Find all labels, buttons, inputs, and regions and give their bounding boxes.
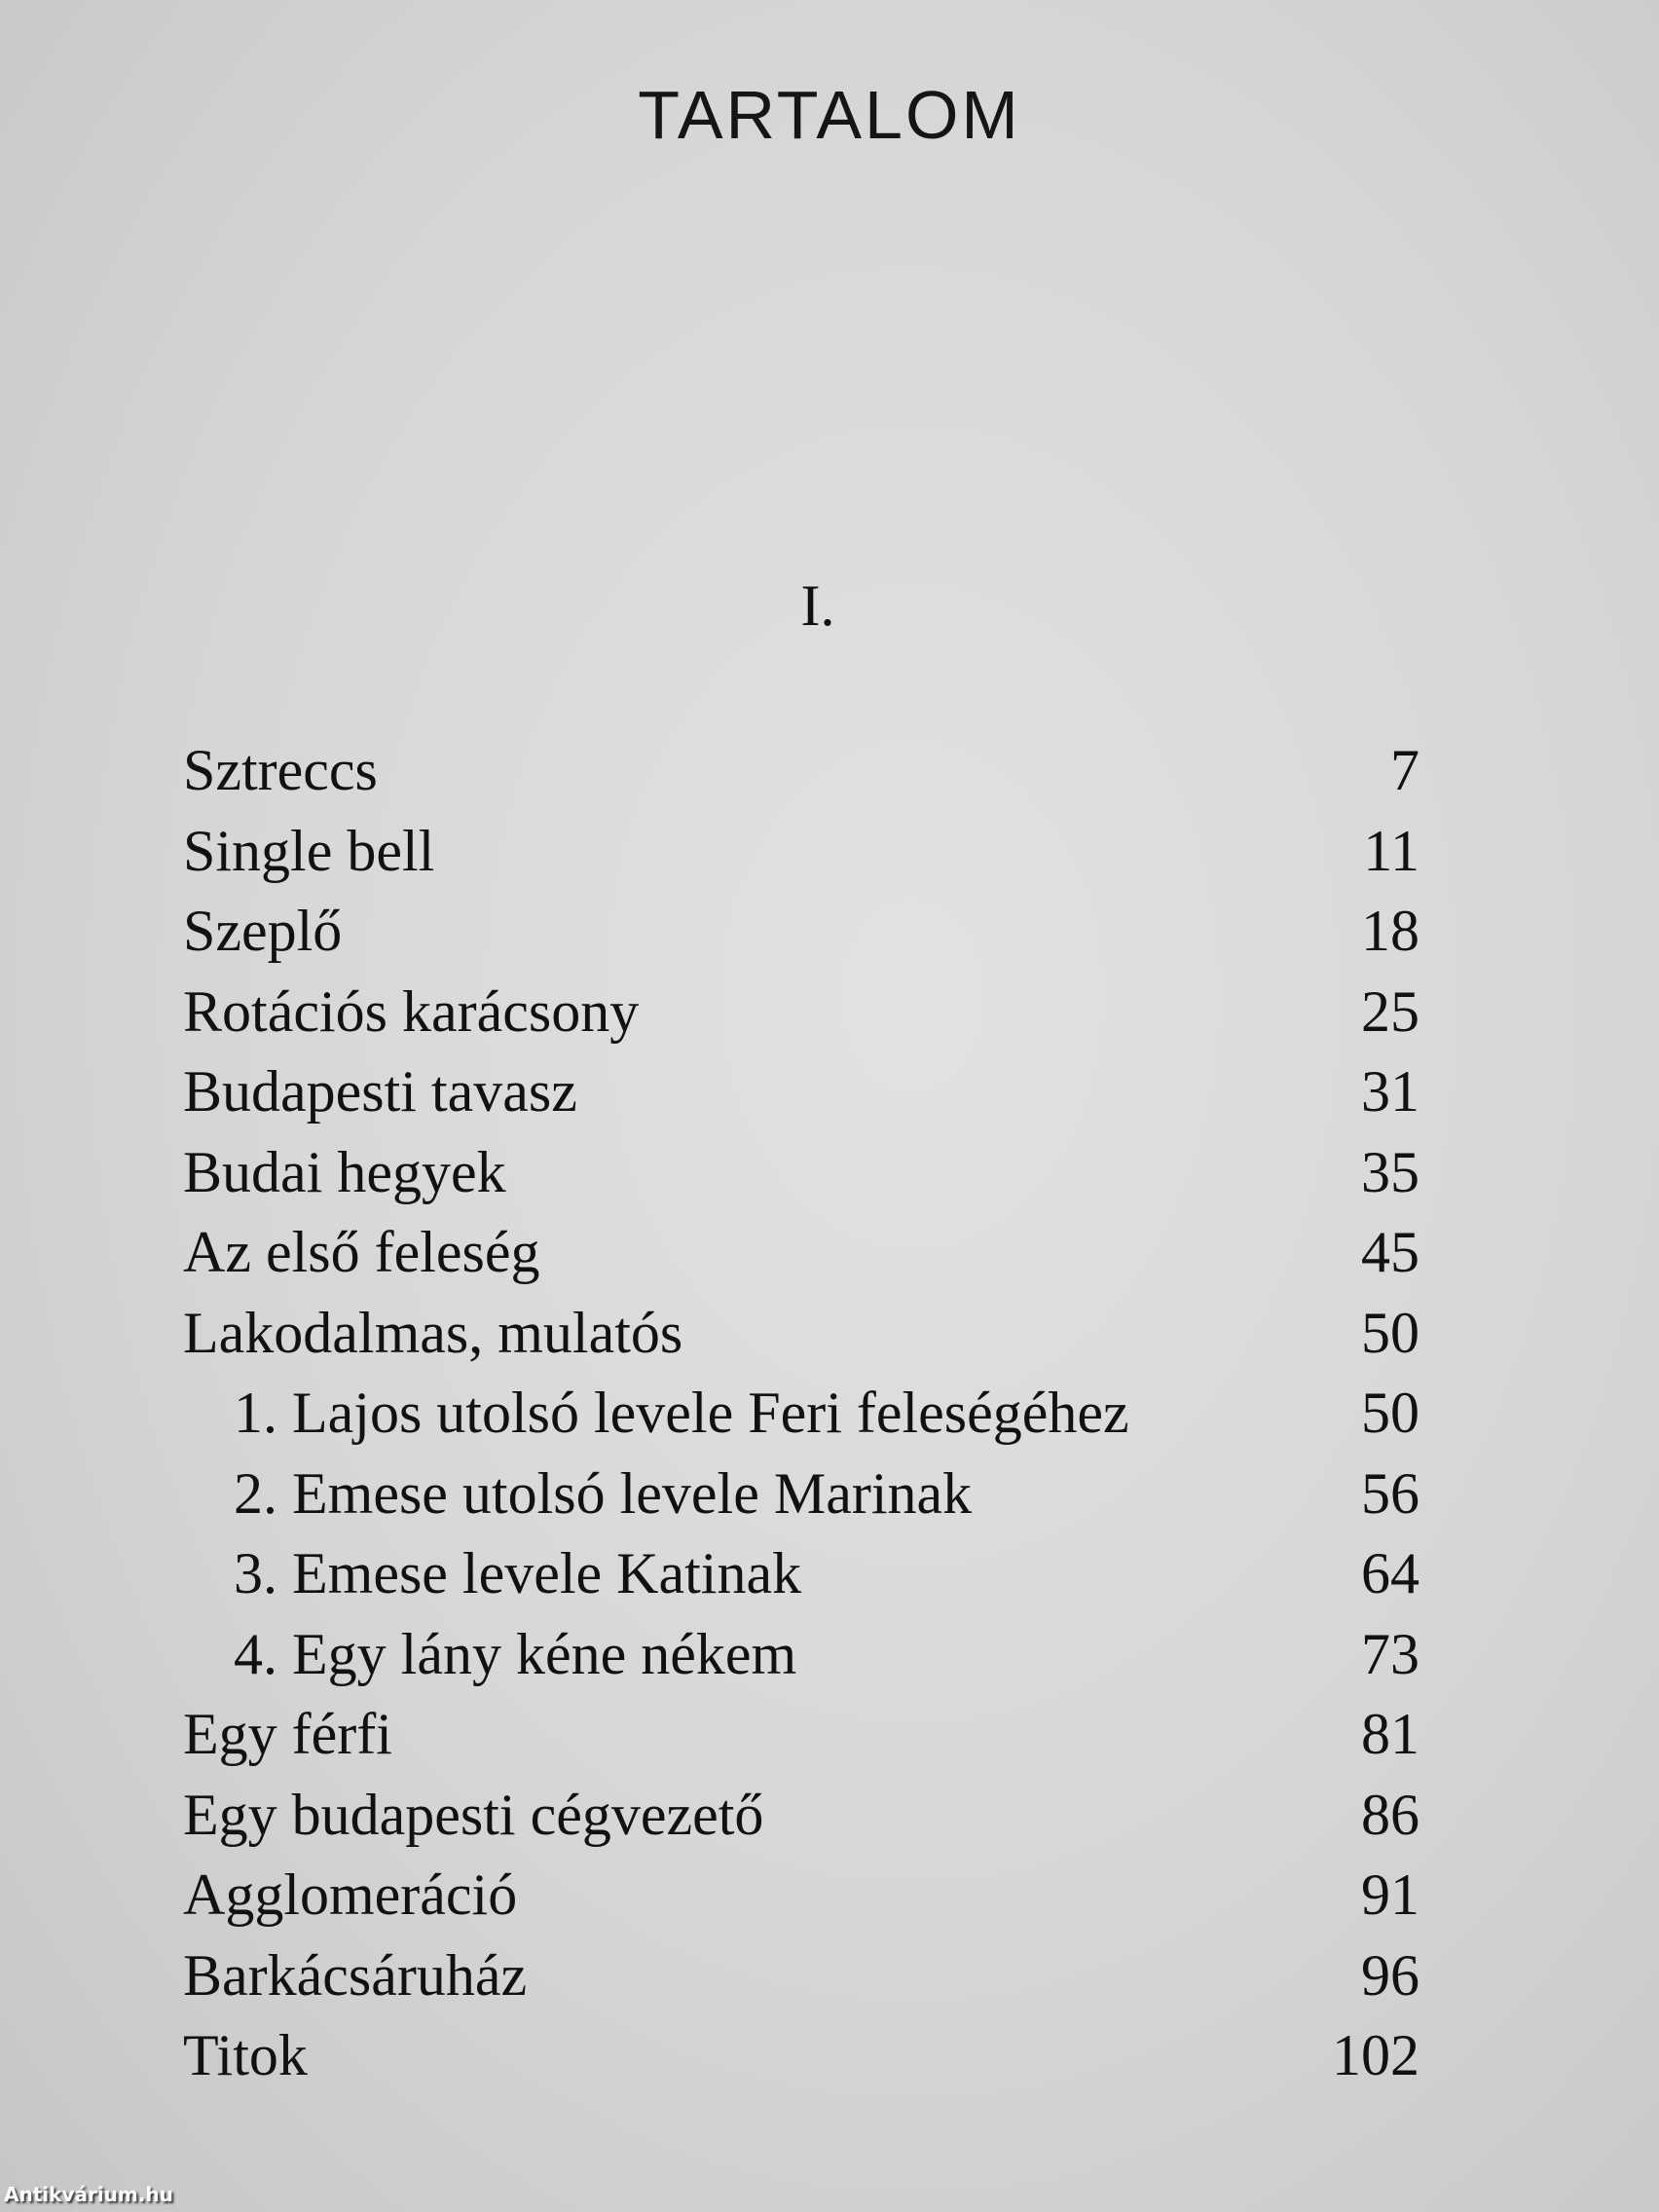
toc-entry	[183, 1775, 1419, 1856]
entry-title: Budai hegyek	[183, 1139, 506, 1204]
table-of-contents	[183, 730, 1419, 2096]
entry-title: Titok	[183, 2023, 308, 2087]
entry-page: 45	[1361, 1220, 1419, 1284]
entry-title: Single bell	[183, 818, 435, 883]
entry-page: 31	[1361, 1059, 1419, 1124]
toc-entry	[183, 1373, 1419, 1454]
entry-page: 50	[1361, 1300, 1419, 1365]
toc-entry	[183, 1533, 1419, 1614]
entry-title: Budapesti tavasz	[183, 1059, 577, 1124]
entry-page: 81	[1361, 1702, 1419, 1766]
entry-title: Barkácsáruház	[183, 1942, 528, 2008]
entry-page: 7	[1390, 738, 1419, 802]
entry-title: Egy férfi	[183, 1702, 392, 1766]
entry-title: Szeplő	[183, 899, 343, 963]
toc-entry	[183, 1293, 1419, 1374]
entry-title: 3. Emese levele Katinak	[234, 1541, 802, 1605]
entry-title: Rotációs karácsony	[183, 978, 640, 1044]
toc-entry	[183, 811, 1419, 892]
entry-title: Egy budapesti cégvezető	[183, 1782, 764, 1847]
entry-page: 91	[1361, 1862, 1419, 1927]
entry-page: 96	[1361, 1942, 1419, 2008]
toc-entry	[183, 1132, 1419, 1213]
toc-entry	[183, 1694, 1419, 1775]
toc-entry	[183, 972, 1419, 1052]
toc-entry	[183, 891, 1419, 972]
toc-entry	[183, 1855, 1419, 1936]
entry-title: 1. Lajos utolsó levele Feri feleségéhez	[234, 1381, 1129, 1445]
toc-entry	[183, 1936, 1419, 2016]
entry-page: 11	[1363, 818, 1419, 883]
entry-page: 73	[1361, 1621, 1419, 1686]
entry-page: 56	[1361, 1460, 1419, 1526]
entry-page: 86	[1361, 1782, 1419, 1847]
entry-title: Agglomeráció	[183, 1862, 518, 1927]
entry-page: 102	[1332, 2023, 1419, 2087]
entry-page: 64	[1361, 1541, 1419, 1605]
part-heading: I.	[800, 573, 835, 638]
page-title: TARTALOM	[638, 77, 1021, 153]
entry-title: 2. Emese utolsó levele Marinak	[234, 1460, 973, 1526]
watermark: Antikvárium.hu	[4, 2183, 173, 2206]
entry-page: 25	[1361, 978, 1419, 1044]
entry-page: 18	[1361, 899, 1419, 963]
toc-entry	[183, 1051, 1419, 1132]
toc-entry	[183, 1454, 1419, 1534]
toc-entry	[183, 730, 1419, 811]
entry-page: 35	[1361, 1139, 1419, 1204]
entry-title: Az első feleség	[183, 1220, 540, 1284]
toc-entry	[183, 1614, 1419, 1695]
entry-title: Sztreccs	[183, 738, 378, 802]
entry-page: 50	[1361, 1381, 1419, 1445]
toc-entry	[183, 1212, 1419, 1293]
entry-title: Lakodalmas, mulatós	[183, 1300, 683, 1365]
entry-title: 4. Egy lány kéne nékem	[234, 1621, 797, 1686]
toc-entry	[183, 2015, 1419, 2096]
